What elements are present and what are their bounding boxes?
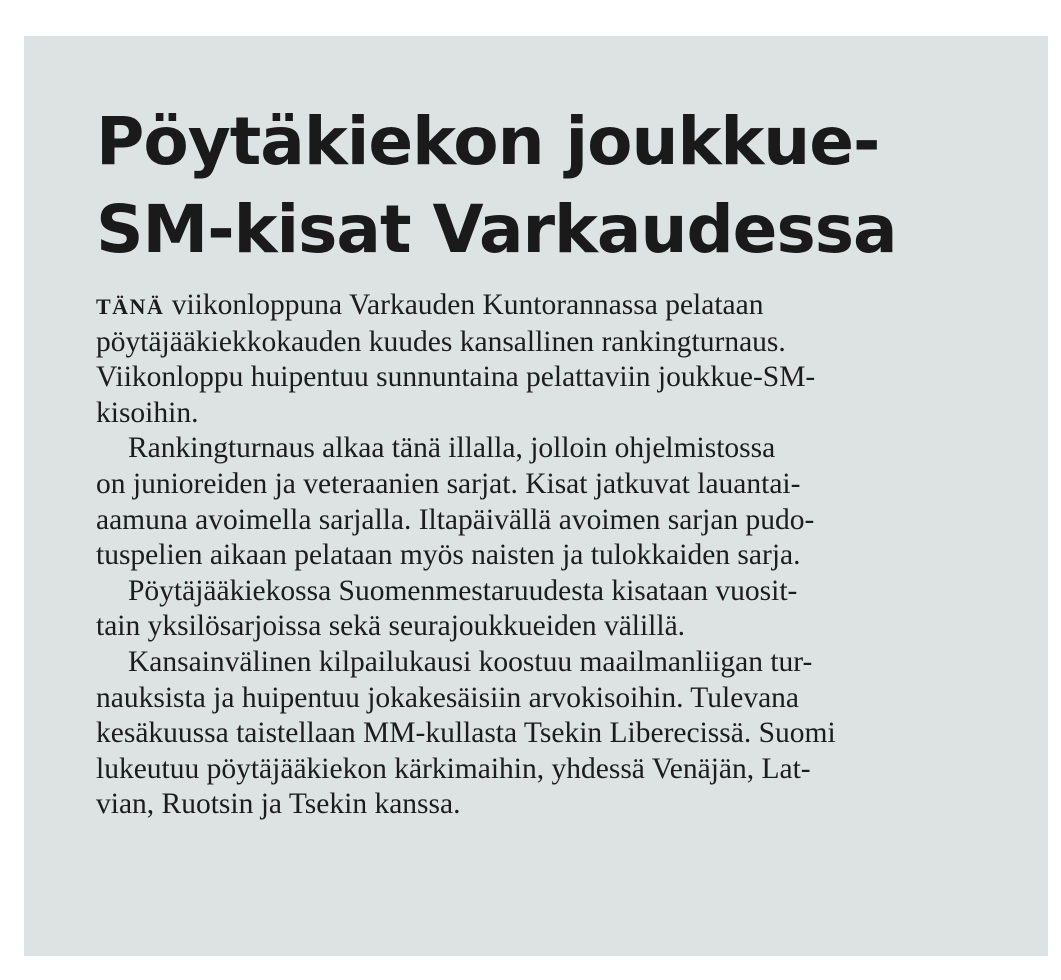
body-line: Viikonloppu huipentuu sunnuntaina pelattaviin joukkue-SM- (96, 361, 816, 394)
paragraph-4 (96, 645, 996, 823)
paragraph-1 (96, 288, 996, 431)
body-line: vian, Ruotsin ja Tsekin kanssa. (96, 788, 461, 821)
body-line: on junioreiden ja veteraanien sarjat. Kisat jatkuvat lauantai- (96, 467, 801, 500)
headline-line: SM-kisat Varkaudessa (96, 191, 897, 268)
body-line (96, 288, 996, 325)
body-line: Rankingturnaus alkaa tänä illalla, jolloin ohjelmistossa (128, 432, 776, 465)
lead-word: TÄNÄ (96, 294, 165, 319)
body-line: lukeutuu pöytäjääkiekon kärkimaihin, yhdessä Venäjän, Lat- (96, 752, 811, 785)
paragraph-2 (96, 431, 996, 573)
body-line: kisoihin. (96, 396, 199, 429)
body-line: Kansainvälinen kilpailukausi koostuu maailmanliigan tur- (128, 645, 813, 678)
body-line: aamuna avoimella sarjalla. Iltapäivällä avoimen sarjan pudo- (96, 503, 815, 536)
headline-line: Pöytäkiekon joukkue- (96, 103, 880, 180)
body-line: pöytäjääkiekkokauden kuudes kansallinen rankingturnaus. (96, 325, 786, 358)
body-line: tuspelien aikaan pelataan myös naisten ja tulokkaiden sarja. (96, 539, 801, 572)
body-line: kesäkuussa taistellaan MM-kullasta Tsekin Liberecissä. Suomi (96, 717, 836, 750)
paragraph-3 (96, 574, 996, 645)
body-line: nauksista ja huipentuu jokakesäisiin arvokisoihin. Tulevana (96, 681, 800, 714)
article-headline (96, 98, 996, 274)
newspaper-clipping (24, 36, 1048, 956)
body-line: Pöytäjääkiekossa Suomenmestaruudesta kisataan vuosit- (128, 574, 798, 607)
body-line: tain yksilösarjoissa sekä seurajoukkueiden välillä. (96, 610, 686, 643)
article-body (96, 288, 996, 823)
body-line-text: viikonloppuna Varkauden Kuntorannassa pelataan (164, 289, 764, 321)
